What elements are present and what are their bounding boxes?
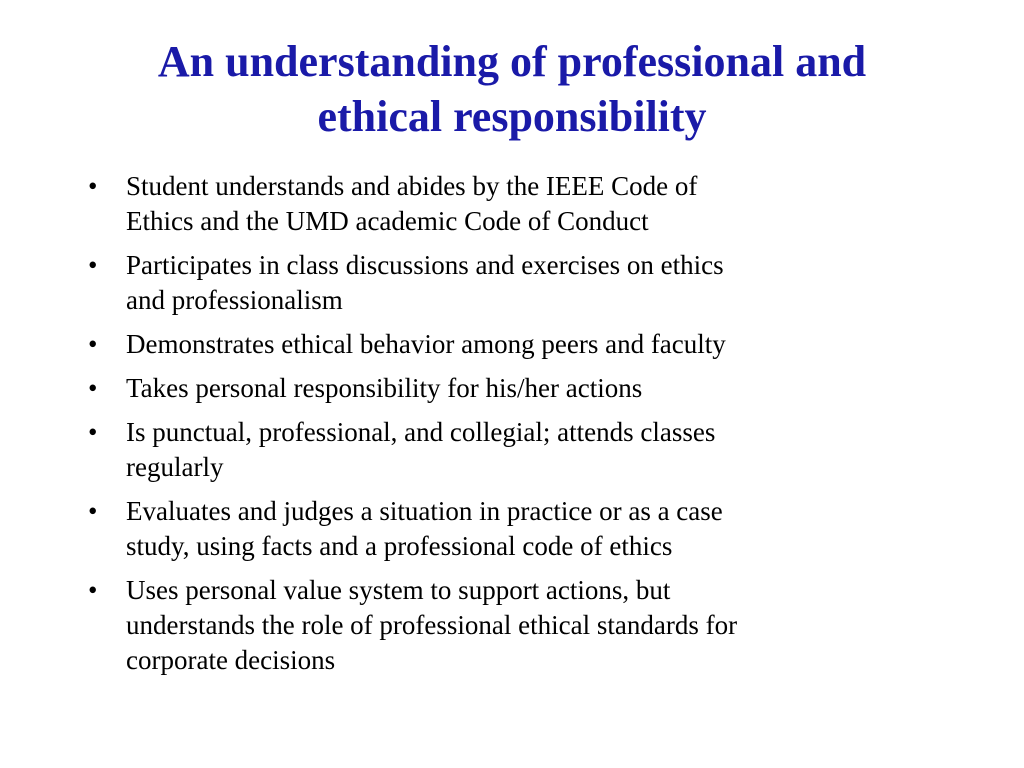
bullet-text-line: and professionalism [126,285,343,315]
bullet-text-line: Participates in class discussions and exercises on ethics [126,250,724,280]
bullet-text-line: Student understands and abides by the IEEE Code of [126,171,698,201]
bullet-item-class-discussions [88,248,918,318]
bullet-text-line: Evaluates and judges a situation in practice or as a case [126,496,723,526]
bullet-text-line: Ethics and the UMD academic Code of Conduct [126,206,649,236]
bullet-item-evaluates-situation [88,494,918,564]
bullet-text-line: understands the role of professional ethical standards for [126,610,738,640]
bullet-text-line: Demonstrates ethical behavior among peers and faculty [126,329,726,359]
bullet-text-line: regularly [126,452,224,482]
bullet-icon: • [88,171,98,201]
bullet-item-personal-responsibility [88,371,918,406]
bullet-item-punctual [88,415,918,485]
bullet-icon: • [88,575,98,605]
bullet-text-line: Takes personal responsibility for his/her actions [126,373,643,403]
slide-title-line-2: ethical responsibility [317,92,707,141]
bullet-text-line: study, using facts and a professional code of ethics [126,531,673,561]
bullet-icon: • [88,373,98,403]
bullet-text-line: Is punctual, professional, and collegial; attends classes [126,417,716,447]
bullet-icon: • [88,250,98,280]
slide-title-line-1: An understanding of professional and [157,37,867,86]
bullet-list [88,169,918,687]
bullet-text-line: Uses personal value system to support actions, but [126,575,671,605]
bullet-item-ethical-behavior [88,327,918,362]
slide-title [40,34,984,144]
bullet-icon: • [88,496,98,526]
bullet-icon: • [88,329,98,359]
bullet-item-personal-values [88,573,918,678]
bullet-text-line: corporate decisions [126,645,336,675]
bullet-icon: • [88,417,98,447]
bullet-item-ieee-code [88,169,918,239]
